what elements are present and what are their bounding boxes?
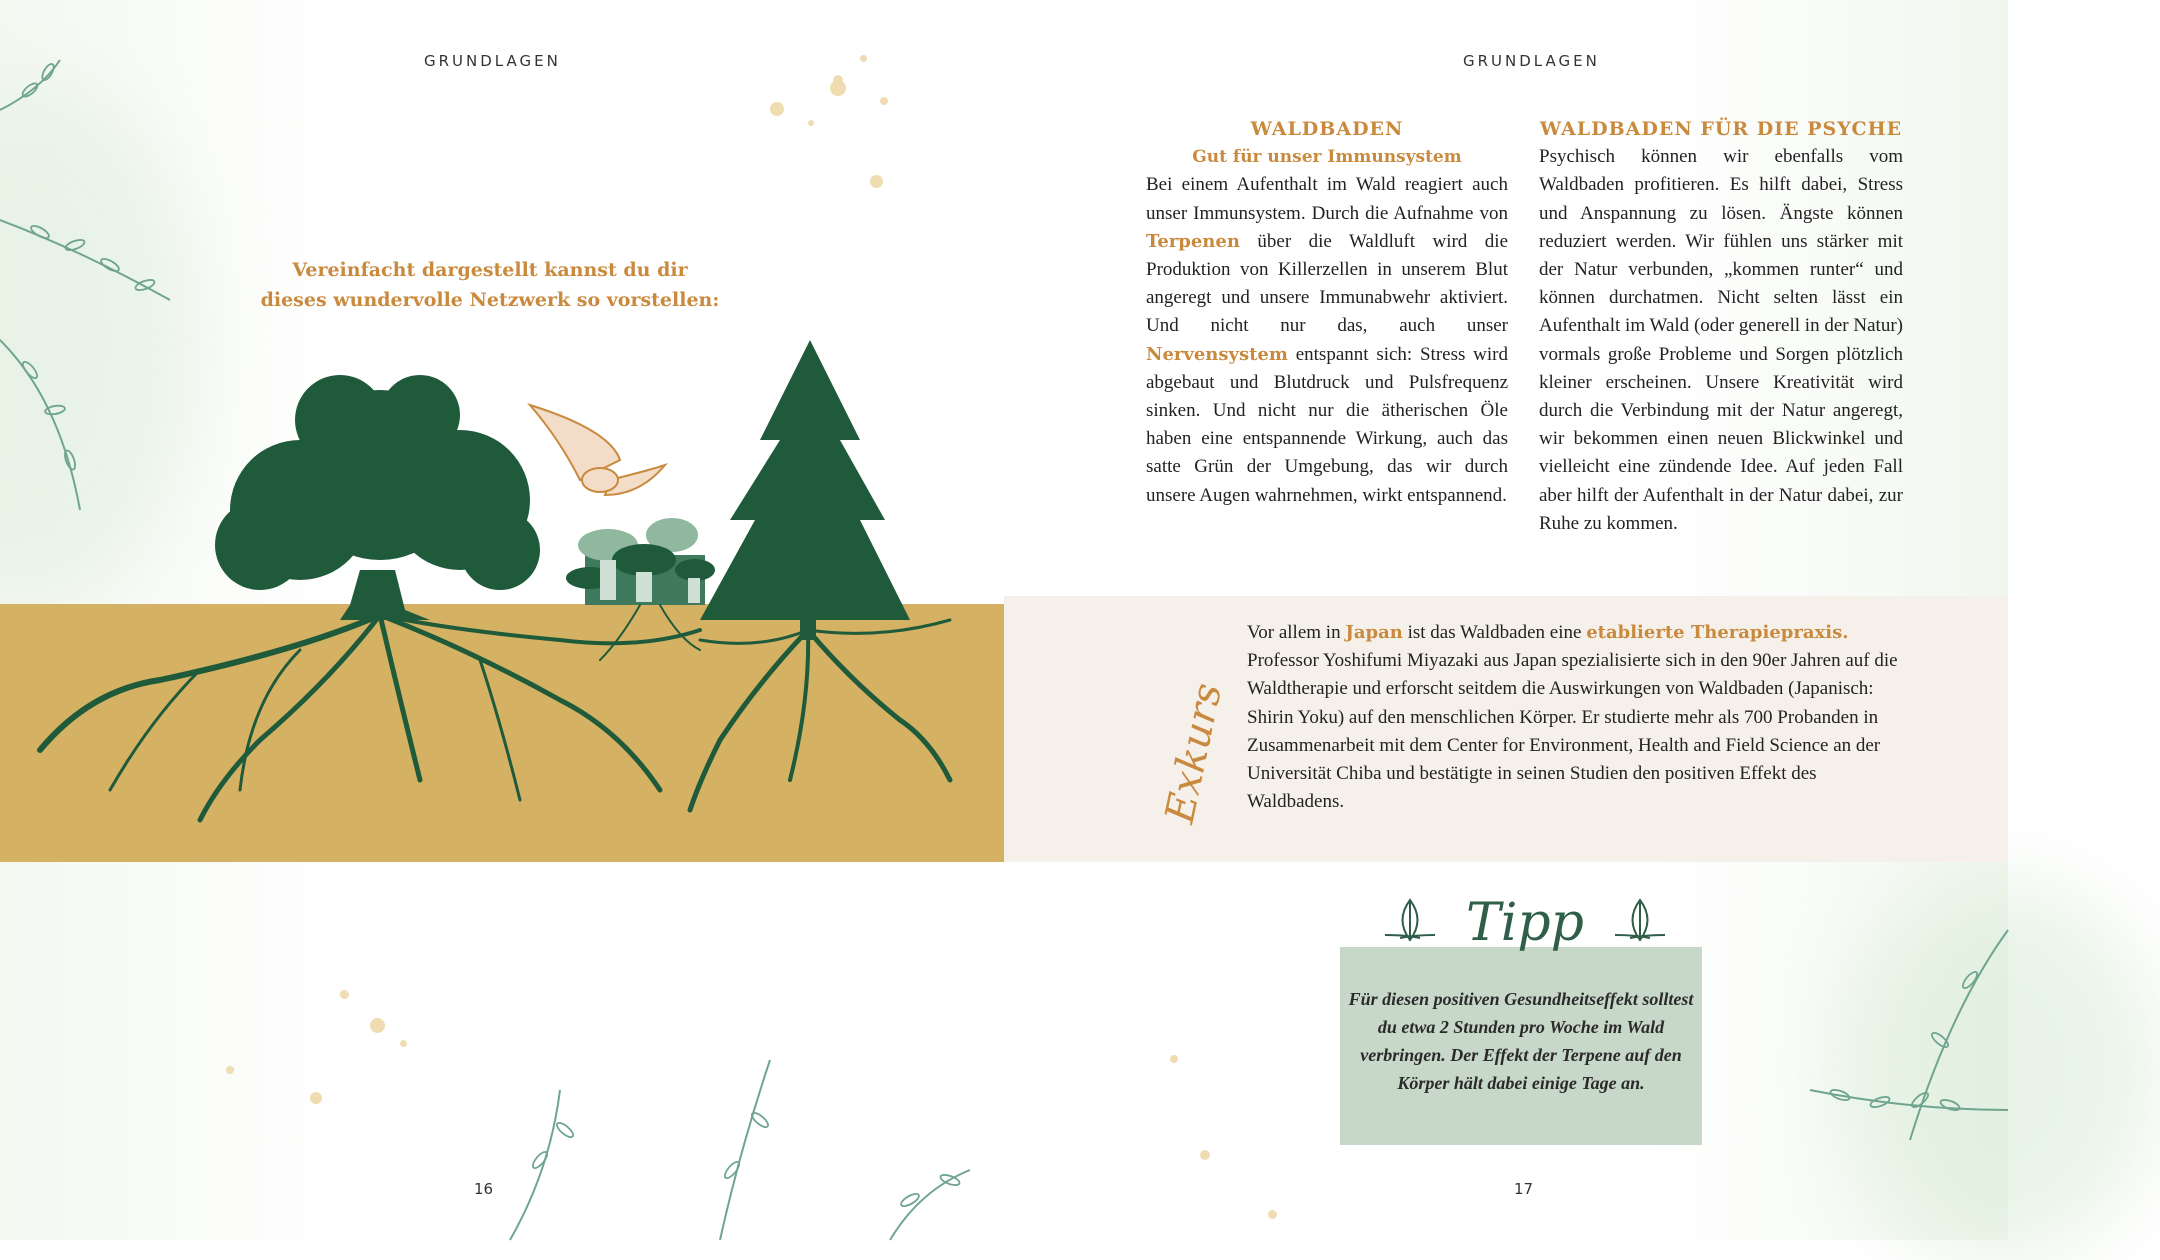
section-title-waldbaden: WALDBADEN <box>1250 118 1404 140</box>
gold-dot <box>808 120 814 126</box>
page-number-right: 17 <box>1514 1180 1534 1198</box>
gold-dot <box>870 175 883 188</box>
section-title-psyche: WALDBADEN FÜR DIE PSYCHE <box>1539 118 1903 140</box>
tipp-text: Für diesen positiven Gesundheitseffekt solltest du etwa 2 Stunden pro Woche im Wald verbringen. Der Effekt der Terpene auf den Körper hält dabei einige Tage an. <box>1348 989 1694 1093</box>
gold-dot <box>1200 1150 1210 1160</box>
exkurs-label-text: Exkurs <box>1156 679 1232 828</box>
forest-illustration <box>0 320 1004 840</box>
gold-dot <box>770 102 784 116</box>
gold-dot <box>1170 1055 1178 1063</box>
body-text: Bei einem Aufenthalt im Wald reagiert auch unser Immunsystem. Durch die Aufnahme von <box>1146 174 1508 224</box>
tipp-label: Tipp <box>1466 893 1584 953</box>
fern-branch-bottomright <box>1790 890 2008 1240</box>
gold-dot <box>370 1018 385 1033</box>
highlight-therapiepraxis: etablierte Therapiepraxis. <box>1586 622 1849 643</box>
intro-caption <box>230 255 750 315</box>
gold-dot <box>1268 1210 1277 1219</box>
section-subtitle-immunsystem: Gut für unser Immunsystem <box>1192 147 1462 168</box>
fern-branch-bottom <box>470 1050 1010 1240</box>
oak-tree <box>215 375 540 620</box>
pine-tree <box>700 340 910 640</box>
highlight-nervensystem: Nervensystem <box>1146 343 1288 365</box>
gold-dot <box>400 1040 407 1047</box>
exkurs-script-label <box>1150 660 1232 830</box>
leaf-icon <box>1615 900 1665 940</box>
section-body-immunsystem <box>1146 171 1508 509</box>
leaf-icon <box>1385 900 1435 940</box>
body-text: entspannt sich: Stress wird abgebaut und Blutdruck und Pulsfrequenz sinken. Und nicht nur die ätherischen Öle haben eine entspannende Wirkung, auch das satte Grün der Umgebung, das wir durch unsere Augen wahrnehmen, wirkt entspannend. <box>1146 343 1508 506</box>
section-body-psyche: Psychisch können wir ebenfalls vom Waldbaden profitieren. Es hilft dabei, Stress und Anspannung zu lösen. Ängste können reduziert werden. Wir fühlen uns stärker mit der Natur verbunden, „kommen runter“ und können durchatmen. Nicht selten lässt ein Aufenthalt im Wald (oder generell in der Natur) vormals große Probleme und Sorgen plötzlich kleiner erscheinen. Unsere Kreativität wird durch die Verbindung mit der Natur angeregt, wir bekommen einen neuen Blickwinkel und vielleicht eine zündende Idee. Auf jeden Fall aber hilft der Aufenthalt in der Natur dabei, zur Ruhe zu kommen. <box>1539 146 1903 534</box>
running-head-right: GRUNDLAGEN <box>1463 52 1600 70</box>
gold-dot <box>340 990 349 999</box>
running-head-left: GRUNDLAGEN <box>424 52 561 70</box>
body-text: über die Waldluft wird die Produktion von Killerzellen in unserem Blut angeregt und unsere Immunabwehr aktiviert. Und nicht nur das, auch unser <box>1146 230 1508 337</box>
body-text: ist das Waldbaden eine <box>1407 622 1582 643</box>
mushrooms <box>566 518 715 605</box>
intro-line-2: dieses wundervolle Netzwerk so vorstellen: <box>260 289 720 311</box>
section-psyche <box>1539 115 1903 538</box>
gold-dot <box>880 97 888 105</box>
gold-dot <box>830 80 846 96</box>
highlight-terpenen: Terpenen <box>1146 230 1240 252</box>
section-immunsystem <box>1146 115 1508 510</box>
exkurs-body <box>1247 619 1902 816</box>
body-text: Professor Yoshifumi Miyazaki aus Japan spezialisierte sich in den 90er Jahren auf die Waldtherapie und erforscht seitdem die Auswirkungen von Waldbaden (Japanisch: Shirin Yoku) auf den menschlichen Körper. Er studierte mehr als 700 Probanden in Zusammenarbeit mit dem Center for Environment, Health and Field Science an der Universität Chiba und bestätigte in seinen Studien den positiven Effekt des Waldbadens. <box>1247 650 1898 813</box>
page-number-left: 16 <box>474 1180 494 1198</box>
gold-dot <box>860 55 867 62</box>
highlight-japan: Japan <box>1345 622 1403 643</box>
gold-dot <box>310 1092 322 1104</box>
owl <box>530 405 665 495</box>
intro-line-1: Vereinfacht dargestellt kannst du dir <box>292 259 688 281</box>
gold-dot <box>226 1066 234 1074</box>
roots <box>40 605 950 820</box>
tipp-heading <box>1365 880 1685 960</box>
body-text: Vor allem in <box>1247 622 1341 643</box>
